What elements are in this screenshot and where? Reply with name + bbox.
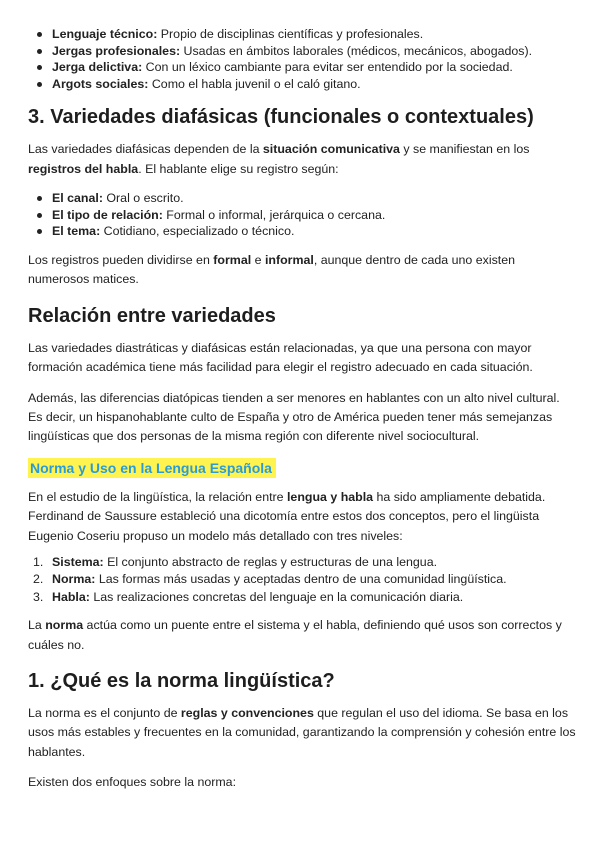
list-item: Lenguaje técnico: Propio de disciplinas científicas y profesionales. (28, 26, 576, 43)
list-item: 3. Habla: Las realizaciones concretas del lenguaje en la comunicación diaria. (33, 589, 464, 604)
section-heading-relacion: Relación entre variedades (28, 304, 276, 327)
list-item: El canal: Oral o escrito. (28, 190, 576, 207)
paragraph: La norma es el conjunto de reglas y convenciones que regulan el uso del idioma. Se basa en los usos más estables y frecuentes en la comunidad, garantizando la comprensión y cohesión entre los hablantes. (28, 706, 576, 759)
register-criteria-list (28, 190, 576, 240)
highlight-title-wrapper (28, 458, 576, 478)
list-item: Jergas profesionales: Usadas en ámbitos laborales (médicos, mecánicos, abogados). (28, 43, 576, 60)
page-content (28, 26, 576, 793)
section-heading-diafasicas: 3. Variedades diafásicas (funcionales o contextuales) (28, 106, 534, 129)
highlighted-title: Norma y Uso en la Lengua Española (28, 458, 276, 478)
paragraph: En el estudio de la lingüística, la relación entre lengua y habla ha sido ampliamente debatida. Ferdinand de Saussure estableció una dicotomía entre estos dos conceptos, pero el lingüista Eugenio Coseriu propuso un modelo más detallado con tres niveles: (28, 489, 546, 543)
paragraph: Los registros pueden dividirse en formal e informal, aunque dentro de cada uno existen numerosos matices. (28, 252, 515, 287)
paragraph: Las variedades diafásicas dependen de la situación comunicativa y se manifiestan en los registros del habla. El hablante elige su registro según: (28, 142, 530, 176)
paragraph: La norma actúa como un puente entre el sistema y el habla, definiendo qué usos son correctos y cuáles no. (28, 618, 562, 652)
list-item: Argots sociales: Como el habla juvenil o el caló gitano. (28, 76, 576, 93)
list-item: 2. Norma: Las formas más usadas y aceptadas dentro de una comunidad lingüística. (33, 572, 507, 587)
list-item: El tema: Cotidiano, especializado o técnico. (28, 223, 576, 240)
section-heading-norma: 1. ¿Qué es la norma lingüística? (28, 670, 335, 693)
list-item: El tipo de relación: Formal o informal, jerárquica o cercana. (28, 207, 576, 224)
jargon-list (28, 26, 576, 92)
levels-list (28, 554, 576, 606)
paragraph: Existen dos enfoques sobre la norma: (28, 775, 237, 790)
list-item: 1. Sistema: El conjunto abstracto de reglas y estructuras de una lengua. (33, 555, 438, 570)
list-item: Jerga delictiva: Con un léxico cambiante para evitar ser entendido por la sociedad. (28, 59, 576, 76)
paragraph: Además, las diferencias diatópicas tienden a ser menores en hablantes con un alto nivel cultural. Es decir, un hispanohablante culto de España y otro de América pueden tener más semejanzas lingüísticas que dos personas de la misma región con diferente nivel sociocultural. (28, 390, 560, 444)
paragraph: Las variedades diastráticas y diafásicas están relacionadas, ya que una persona con mayor formación académica tiene más facilidad para elegir el registro adecuado en cada situación. (28, 340, 533, 375)
